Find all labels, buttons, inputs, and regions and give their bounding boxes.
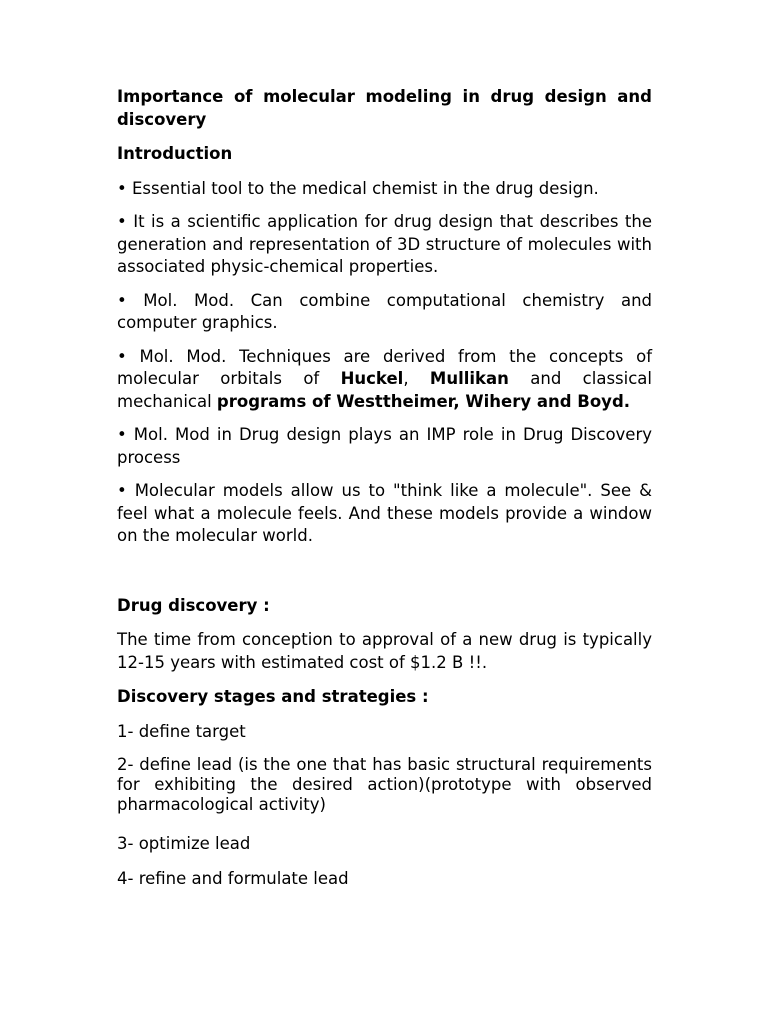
bullet-4-text-2: , — [403, 369, 430, 388]
intro-bullet-3: • Mol. Mod. Can combine computational chemistry and computer graphics. — [117, 290, 652, 332]
step-4: 4- refine and formulate lead — [117, 868, 349, 888]
intro-bullet-1: • Essential tool to the medical chemist in the drug design. — [117, 178, 599, 198]
bullet-4-bold-programs: programs of Westtheimer, Wihery and Boyd. — [216, 391, 631, 411]
bullet-4-text-3: and classical mechanical — [117, 369, 652, 411]
bullet-4-bold-mullikan: Mullikan — [429, 369, 509, 388]
document-page — [117, 86, 652, 902]
section-spacer — [117, 559, 652, 595]
step-3: 3- optimize lead — [117, 834, 251, 853]
step-2: 2- define lead (is the one that has basic structural requirements for exhibiting the desired action)(prototype with observed pharmacological activity) — [117, 755, 652, 814]
intro-bullet-2: • It is a scientific application for drug design that describes the generation and representation of 3D structure of molecules with associated physic-chemical properties. — [117, 212, 652, 276]
intro-bullet-6: • Molecular models allow us to "think like a molecule". See & feel what a molecule feels. And these models provide a window on the molecular world. — [117, 481, 652, 545]
drug-discovery-heading: Drug discovery : — [117, 595, 270, 615]
step-1: 1- define target — [117, 721, 246, 741]
drug-discovery-text: The time from conception to approval of a new drug is typically 12-15 years with estimated cost of $1.2 B !!. — [117, 630, 652, 672]
bullet-4-bold-huckel: Huckel — [340, 369, 404, 388]
document-title: Importance of molecular modeling in drug design and discovery — [117, 87, 652, 129]
intro-bullet-5: • Mol. Mod in Drug design plays an IMP role in Drug Discovery process — [117, 425, 652, 467]
bullet-4-text-1: • Mol. Mod. Techniques are derived from the concepts of molecular orbitals of — [117, 346, 652, 388]
intro-heading: Introduction — [117, 144, 233, 163]
intro-bullet-4 — [117, 346, 652, 414]
stages-heading: Discovery stages and strategies : — [117, 687, 429, 706]
